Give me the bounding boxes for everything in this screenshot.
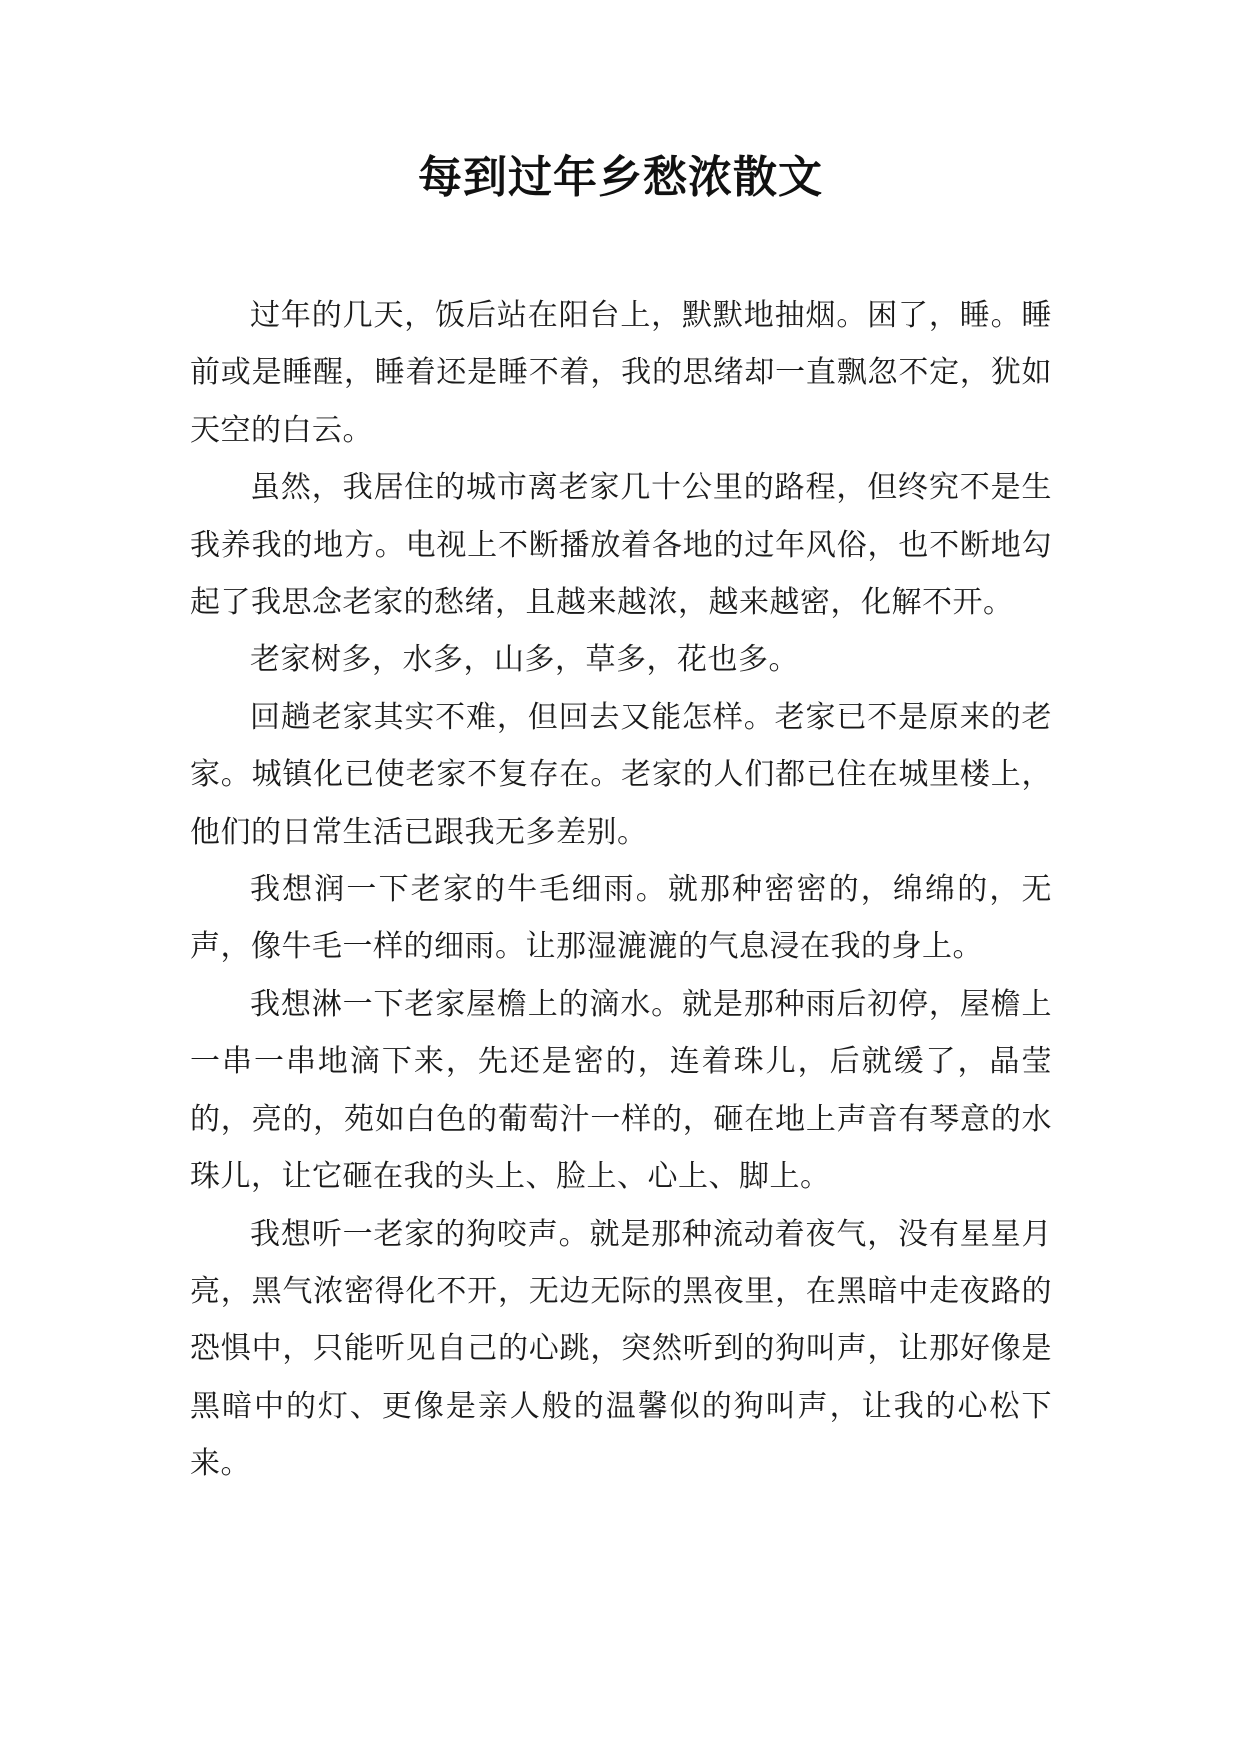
paragraph-3: 老家树多，水多，山多，草多，花也多。 — [250, 642, 799, 678]
paragraph-1: 过年的几天，饭后站在阳台上，默默地抽烟。困了，睡。睡前或是睡醒，睡着还是睡不着，我的思绪却一直飘忽不定，犹如天空的白云。 — [190, 298, 1052, 448]
paragraph-6: 我想淋一下老家屋檐上的滴水。就是那种雨后初停，屋檐上一串一串地滴下来，先还是密的，连着珠儿，后就缓了，晶莹的，亮的，苑如白色的葡萄汁一样的，砸在地上声音有琴意的水珠儿，让它砸在我的头上、脸上、心上、脚上。 — [190, 986, 1052, 1195]
paragraph-4: 回趟老家其实不难，但回去又能怎样。老家已不是原来的老家。城镇化已使老家不复存在。老家的人们都已住在城里楼上，他们的日常生活已跟我无多差别。 — [190, 699, 1052, 850]
document-body — [190, 287, 1052, 1493]
paragraph-5: 我想润一下老家的牛毛细雨。就那种密密的，绵绵的，无声，像牛毛一样的细雨。让那湿漉漉的气息浸在我的身上。 — [190, 872, 1052, 965]
document-title: 每到过年乡愁浓散文 — [418, 152, 823, 203]
paragraph-2: 虽然，我居住的城市离老家几十公里的路程，但终究不是生我养我的地方。电视上不断播放着各地的过年风俗，也不断地勾起了我思念老家的愁绪，且越来越浓，越来越密，化解不开。 — [190, 470, 1052, 621]
paragraph-7: 我想听一老家的狗咬声。就是那种流动着夜气，没有星星月亮，黑气浓密得化不开，无边无际的黑夜里，在黑暗中走夜路的恐惧中，只能听见自己的心跳，突然听到的狗叫声，让那好像是黑暗中的灯、更像是亲人般的温馨似的狗叫声，让我的心松下来。 — [190, 1216, 1052, 1482]
